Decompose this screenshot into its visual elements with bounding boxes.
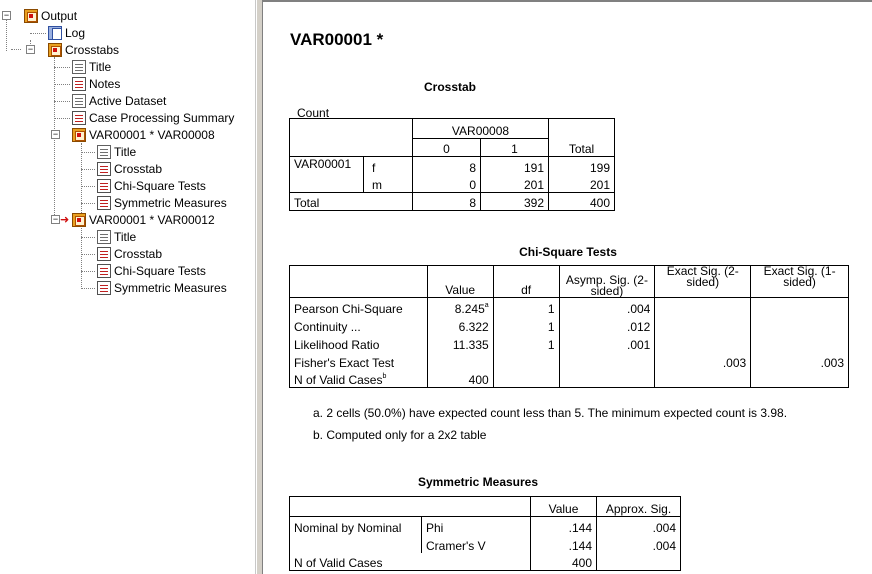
cell: .144 (531, 535, 597, 553)
row-label: Likelihood Ratio (290, 334, 428, 352)
row-var-label: VAR00001 (290, 157, 364, 193)
sym-table[interactable] (289, 496, 681, 571)
cell (655, 370, 751, 388)
table-row (290, 157, 615, 175)
tree-item-title[interactable]: Title (72, 59, 111, 75)
cell: 400 (549, 193, 615, 211)
col-var-header: VAR00008 (413, 119, 549, 139)
table-row (290, 316, 849, 334)
tree-line (6, 19, 7, 51)
output-content-pane[interactable] (263, 0, 872, 574)
cell: .003 (751, 352, 849, 370)
chisq-table-icon (97, 264, 111, 278)
cell (597, 553, 681, 571)
tree-line (81, 186, 95, 187)
group1-book-icon (72, 128, 86, 142)
cell: 0 (413, 175, 481, 193)
tree-line (81, 169, 95, 170)
chisq-table[interactable] (289, 265, 849, 388)
tree-line (81, 254, 95, 255)
cell: 6.322 (427, 316, 493, 334)
tree-line (81, 288, 95, 289)
tree-line (81, 203, 95, 204)
row-label: Phi (422, 517, 531, 535)
footnote-marker: b (382, 373, 387, 380)
col-header: Value (427, 266, 493, 298)
cell (751, 370, 849, 388)
tree-line (30, 33, 46, 34)
tree-line (54, 101, 70, 102)
tree-item-active-dataset[interactable]: Active Dataset (72, 93, 166, 109)
cell: 8.245 (454, 301, 485, 316)
cell (751, 298, 849, 316)
row-label-f: f (364, 157, 413, 175)
tree-item-g2-crosstab[interactable]: Crosstab (97, 246, 162, 262)
case-summary-table-icon (72, 111, 86, 125)
pane-splitter[interactable] (256, 0, 263, 574)
cell: .003 (655, 352, 751, 370)
footnote-marker: a (484, 301, 489, 309)
collapse-output-toggle[interactable]: − (3, 10, 10, 20)
col-header: Exact Sig. (2-sided) (655, 266, 751, 298)
collapse-group2-toggle[interactable]: − (52, 214, 59, 224)
col-header: Approx. Sig. (597, 497, 681, 517)
table-row (290, 193, 615, 211)
dataset-page-icon (72, 94, 86, 108)
cell: 1 (493, 334, 559, 352)
crosstab-table-icon (97, 162, 111, 176)
crosstab-table-icon (97, 247, 111, 261)
tree-line (54, 67, 70, 68)
tree-item-log[interactable]: Log (48, 25, 85, 41)
group2-book-icon (72, 213, 86, 227)
cell: 1 (493, 316, 559, 334)
col-header: df (493, 266, 559, 298)
col-header-1: 1 (481, 139, 549, 157)
cell (559, 352, 655, 370)
total-col-header: Total (549, 119, 615, 157)
cell (493, 370, 559, 388)
cell: 8 (413, 193, 481, 211)
sym-table-icon (97, 196, 111, 210)
table-row (290, 517, 681, 535)
notes-table-icon (72, 77, 86, 91)
tree-item-g1-sym[interactable]: Symmetric Measures (97, 195, 227, 211)
sym-table-icon (97, 281, 111, 295)
tree-item-group-var12[interactable]: VAR00001 * VAR00012 (72, 212, 215, 228)
chisq-title: Chi-Square Tests (519, 245, 617, 259)
table-row (290, 352, 849, 370)
cell (290, 535, 422, 553)
table-corner (290, 266, 428, 298)
cell (427, 352, 493, 370)
tree-item-case-summary[interactable]: Case Processing Summary (72, 110, 234, 126)
cell: .004 (559, 298, 655, 316)
cell: 201 (481, 175, 549, 193)
tree-item-g2-chisq[interactable]: Chi-Square Tests (97, 263, 206, 279)
current-item-arrow-icon: ➜ (60, 214, 70, 226)
cell: 1 (493, 298, 559, 316)
cell (655, 298, 751, 316)
crosstabs-book-icon (48, 43, 62, 57)
footnote-b: b. Computed only for a 2x2 table (313, 428, 487, 442)
row-label: Pearson Chi-Square (290, 298, 428, 316)
outline-pane[interactable] (0, 0, 256, 574)
cell: .004 (597, 535, 681, 553)
title-page-icon (97, 230, 111, 244)
row-label: Continuity ... (290, 316, 428, 334)
cell (559, 370, 655, 388)
tree-item-g2-title[interactable]: Title (97, 229, 136, 245)
crosstab-title: Crosstab (423, 80, 476, 94)
table-corner (290, 497, 531, 517)
row-label: N of Valid Cases (290, 553, 531, 571)
tree-item-g2-sym[interactable]: Symmetric Measures (97, 280, 227, 296)
tree-item-notes[interactable]: Notes (72, 76, 120, 92)
col-header-0: 0 (413, 139, 481, 157)
cell: .004 (597, 517, 681, 535)
tree-line (54, 57, 55, 221)
row-label: Cramer's V (422, 535, 531, 553)
tree-line (81, 271, 95, 272)
cell: .012 (559, 316, 655, 334)
cell (655, 334, 751, 352)
total-row-label: Total (290, 193, 413, 211)
cell (493, 352, 559, 370)
tree-line (54, 118, 70, 119)
table-row (290, 298, 849, 316)
tree-item-g1-chisq[interactable]: Chi-Square Tests (97, 178, 206, 194)
chisq-table-icon (97, 179, 111, 193)
footnote-a: a. 2 cells (50.0%) have expected count less than 5. The minimum expected count is 3.98. (313, 406, 788, 420)
row-label: Nominal by Nominal (290, 517, 422, 535)
table-corner (290, 119, 413, 157)
col-header: Value (531, 497, 597, 517)
cell: .144 (531, 517, 597, 535)
collapse-group1-toggle[interactable]: − (52, 129, 59, 139)
cell (751, 334, 849, 352)
tree-item-g1-title[interactable]: Title (97, 144, 136, 160)
output-book-icon (24, 9, 38, 23)
cell: .001 (559, 334, 655, 352)
tree-item-crosstabs[interactable]: Crosstabs (48, 42, 119, 58)
row-label: N of Valid Cases (294, 373, 383, 387)
row-label-m: m (364, 175, 413, 193)
tree-line (54, 84, 70, 85)
cell: 392 (481, 193, 549, 211)
crosstab-count-label: Count (297, 106, 330, 120)
tree-line (81, 152, 95, 153)
cell: 11.335 (427, 334, 493, 352)
crosstab-table[interactable] (289, 118, 615, 211)
cell: 8 (413, 157, 481, 175)
table-row (290, 370, 849, 388)
row-label: Fisher's Exact Test (290, 352, 428, 370)
col-header: Asymp. Sig. (2-sided) (559, 266, 655, 298)
cell: 201 (549, 175, 615, 193)
table-row (290, 553, 681, 571)
cell: 191 (481, 157, 549, 175)
cell (751, 316, 849, 334)
tree-item-output[interactable]: Output (24, 8, 77, 24)
cell: 199 (549, 157, 615, 175)
tree-line (11, 49, 21, 50)
tree-item-group-var08[interactable]: VAR00001 * VAR00008 (72, 127, 215, 143)
page-title: VAR00001 * (290, 30, 384, 49)
table-row (290, 535, 681, 553)
collapse-crosstabs-toggle[interactable]: − (27, 44, 34, 54)
col-header: Exact Sig. (1-sided) (751, 266, 849, 298)
table-row (290, 334, 849, 352)
tree-item-g1-crosstab[interactable]: Crosstab (97, 161, 162, 177)
title-page-icon (97, 145, 111, 159)
sym-title: Symmetric Measures (417, 475, 539, 489)
log-icon (48, 26, 62, 40)
cell (655, 316, 751, 334)
cell: 400 (427, 370, 493, 388)
tree-line (81, 237, 95, 238)
title-page-icon (72, 60, 86, 74)
cell: 400 (531, 553, 597, 571)
